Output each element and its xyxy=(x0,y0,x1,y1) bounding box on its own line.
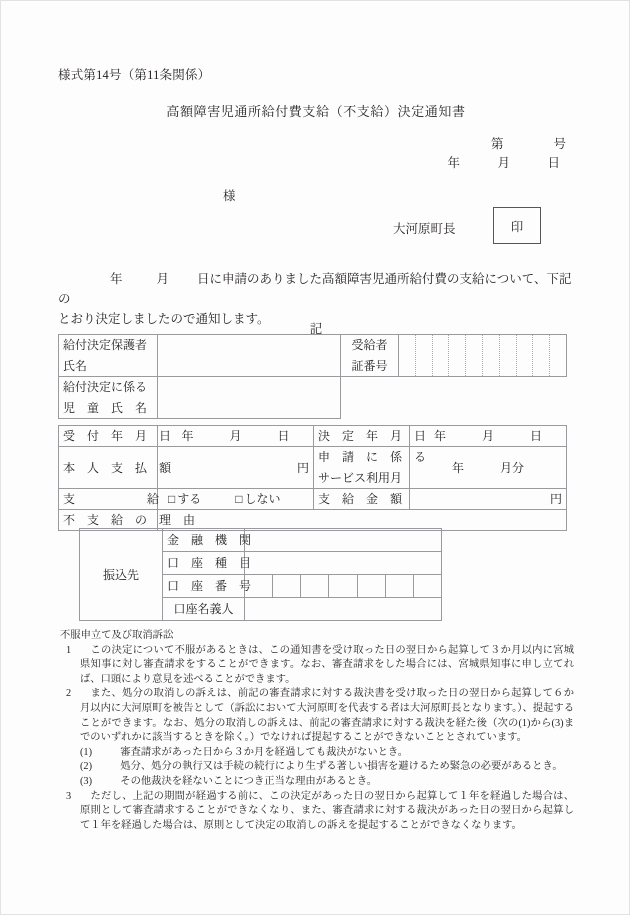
account-holder-label: 口座名義人 xyxy=(163,598,245,621)
account-number-cells xyxy=(245,575,441,597)
payment-decision-options xyxy=(158,489,314,510)
document-number-line: 第 号 xyxy=(490,137,566,151)
subnote-number: (3) xyxy=(80,775,93,787)
digit-cell[interactable] xyxy=(414,575,441,597)
digit-cell[interactable] xyxy=(483,335,500,376)
guardian-name-label-line2: 氏名 xyxy=(59,356,158,377)
paragraph-month: 月 xyxy=(156,272,170,286)
paragraph-tail: とおり決定しましたので通知します。 xyxy=(58,312,270,326)
self-payment-value[interactable] xyxy=(158,447,314,489)
bank-name-label: 金 融 機 関 xyxy=(163,529,245,552)
receipt-date-value[interactable]: 年 月 日 xyxy=(158,426,314,447)
digit-cell[interactable] xyxy=(245,575,273,597)
seal-box xyxy=(493,207,541,244)
recipient-info-table xyxy=(58,334,567,419)
checkbox-pay-yes[interactable]: □ する xyxy=(168,491,201,507)
table-row xyxy=(59,447,567,468)
digit-cell[interactable] xyxy=(533,335,550,376)
list-item xyxy=(60,687,574,745)
appeal-notes xyxy=(60,629,574,833)
bank-name-value[interactable] xyxy=(245,529,442,552)
payment-amount-value[interactable] xyxy=(410,489,567,510)
digit-cell[interactable] xyxy=(517,335,534,376)
list-item xyxy=(60,775,574,790)
digit-cell[interactable] xyxy=(466,335,483,376)
decision-date-value[interactable]: 年 月 日 xyxy=(410,426,567,447)
table-row xyxy=(59,426,567,447)
guardian-name-value[interactable] xyxy=(158,335,341,377)
note-text: ただし、上記の期間が経過する前に、この決定があった日の翌日から起算して１年を経過した場合は、原則として審査請求することができなくなり、また、審査請求に対する裁決があった日の翌日から起算して１年を経過した場合は、原則として決定の取消しの訴えを提起することができなくなります。 xyxy=(80,790,574,831)
guardian-name-label-line1: 給付決定保護者 xyxy=(59,335,158,356)
digit-cell[interactable] xyxy=(329,575,357,597)
note-text: この決定について不服があるときは、この通知書を受け取った日の翌日から起算して３か月以内に宮城県知事に対し審査請求をすることができます。なお、審査請求をした場合には、宮城県知事に申し立てれば、口頭により意見を述べることができます。 xyxy=(80,644,574,685)
list-item xyxy=(60,746,574,761)
account-number-value[interactable] xyxy=(245,575,442,598)
digit-cell[interactable] xyxy=(399,335,416,376)
appeal-notes-heading: 不服申立て及び取消訴訟 xyxy=(60,630,174,641)
digit-cell[interactable] xyxy=(500,335,517,376)
account-holder-value[interactable] xyxy=(245,598,442,621)
digit-cell[interactable] xyxy=(358,575,386,597)
subnote-text: 処分、処分の執行又は手続の続行により生ずる著しい損害を避けるため緊急の必要があるとき。 xyxy=(110,761,563,773)
table-row xyxy=(59,377,567,398)
checkbox-pay-no[interactable]: □ しない xyxy=(235,491,280,507)
subnote-text: 審査請求があった日から３か月を経過しても裁決がないとき。 xyxy=(110,746,409,758)
child-name-value[interactable] xyxy=(158,377,341,419)
digit-cell[interactable] xyxy=(449,335,466,376)
bank-transfer-table xyxy=(79,528,442,621)
account-number-label: 口 座 番 号 xyxy=(163,575,245,598)
digit-cell[interactable] xyxy=(301,575,329,597)
self-payment-label: 本 人 支 払 額 xyxy=(59,447,158,489)
list-item xyxy=(60,760,574,775)
subnote-number: (1) xyxy=(80,746,93,758)
transfer-destination-label: 振込先 xyxy=(80,529,163,621)
subnote-number: (2) xyxy=(80,761,93,773)
paragraph-main: 日に申請のありました高額障害児通所給付費の支給について、下記の xyxy=(58,272,572,306)
digit-cell[interactable] xyxy=(433,335,450,376)
note-number: 2 xyxy=(66,688,72,700)
recipient-number-value[interactable] xyxy=(399,335,567,377)
note-text: また、処分の取消しの訴えは、前記の審査請求に対する裁決書を受け取った日の翌日から起算して６か月以内に大河原町を被告として（訴訟において大河原町を代表する者は大河原町長となります。）、提起することができます。なお、処分の取消しの訴えは、前記の審査請求に対する裁決を経た後（次の(1)から(3)までのいずれかに該当するときを除く。）でなければ提起することができないこととされています。 xyxy=(80,688,574,744)
table-row xyxy=(80,529,442,552)
subnote-text: その他裁決を経ないことにつき正当な理由があるとき。 xyxy=(110,775,378,787)
digit-cell[interactable] xyxy=(550,335,566,376)
account-type-label: 口 座 種 目 xyxy=(163,552,245,575)
receipt-date-label: 受 付 年 月 日 xyxy=(59,426,158,447)
decision-date-label: 決 定 年 月 日 xyxy=(314,426,410,447)
document-sheet xyxy=(58,1,574,916)
list-item xyxy=(60,790,574,834)
account-type-value[interactable] xyxy=(245,552,442,575)
recipient-number-label-line1: 受給者 xyxy=(341,335,399,356)
digit-cell[interactable] xyxy=(386,575,414,597)
payment-amount-unit: 円 xyxy=(549,492,562,506)
service-month-label-line2: サービス利用月 xyxy=(314,468,410,489)
issuer-name: 大河原町長 xyxy=(393,222,456,236)
note-number: 1 xyxy=(66,644,72,656)
note-number: 3 xyxy=(66,790,72,802)
seal-label: 印 xyxy=(510,219,524,234)
non-payment-reason-label: 不 支 給 の 理 由 xyxy=(59,510,158,531)
addressee-honorific: 様 xyxy=(223,189,236,203)
table-row xyxy=(59,335,567,356)
table-row xyxy=(59,489,567,510)
self-payment-unit: 円 xyxy=(296,460,309,475)
document-date-line: 年 月 日 xyxy=(447,156,560,170)
decision-detail-table xyxy=(58,425,567,531)
payment-amount-label: 支 給 金 額 xyxy=(314,489,410,510)
digit-cell[interactable] xyxy=(273,575,301,597)
recipient-number-cells xyxy=(399,335,566,376)
service-month-value[interactable]: 年 月分 xyxy=(410,447,567,489)
child-name-label-line2: 児 童 氏 名 xyxy=(59,398,158,419)
list-item xyxy=(60,644,574,688)
paragraph-year: 年 xyxy=(110,272,123,286)
digit-cell[interactable] xyxy=(416,335,433,376)
ki-label: 記 xyxy=(309,322,323,336)
document-title: 高額障害児通所給付費支給（不支給）決定通知書 xyxy=(166,104,466,119)
child-name-label-line1: 給付決定に係る xyxy=(59,377,158,398)
service-month-label-line1: 申 請 に 係 る xyxy=(314,447,410,468)
form-number: 様式第14号（第11条関係） xyxy=(58,68,211,82)
recipient-number-label-line2: 証番号 xyxy=(341,356,399,377)
payment-decision-label: 支 給 xyxy=(59,489,158,510)
